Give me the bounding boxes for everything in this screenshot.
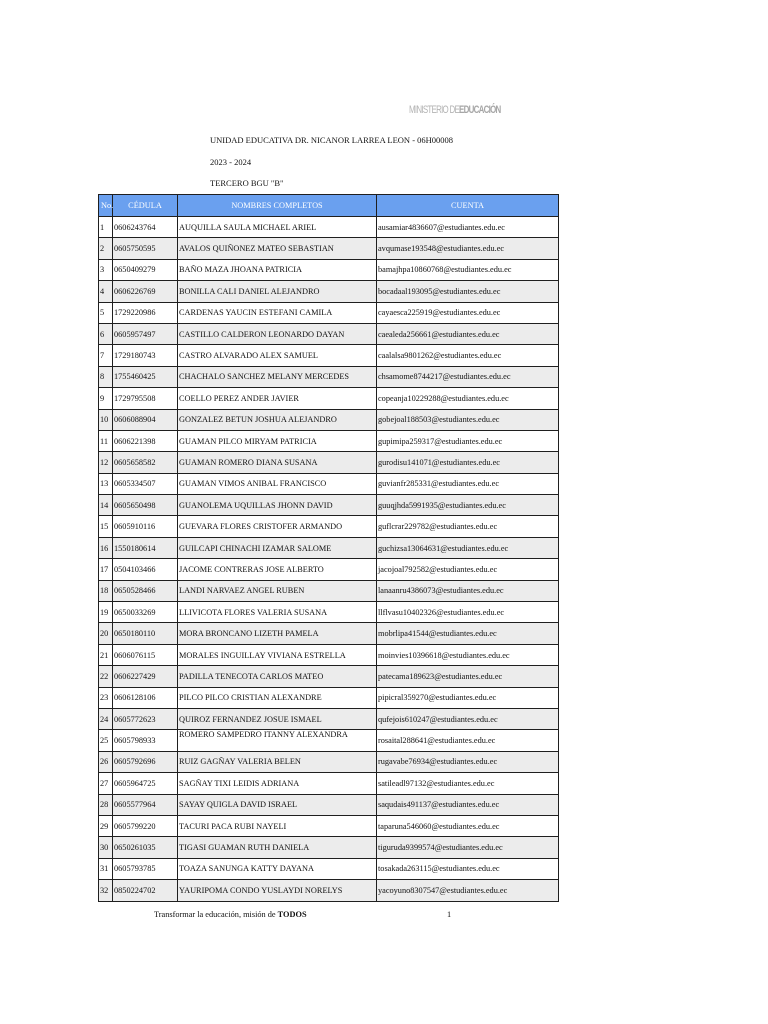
- cell-cedula: 0606226769: [113, 281, 178, 302]
- cell-no: 13: [99, 473, 113, 494]
- cell-name: GUAMAN VIMOS ANIBAL FRANCISCO: [178, 473, 377, 494]
- table-row: [99, 794, 559, 815]
- cell-account: moinvies10396618@estudiantes.edu.ec: [377, 644, 559, 665]
- course-name: TERCERO BGU "B": [210, 178, 284, 188]
- cell-name: BONILLA CALI DANIEL ALEJANDRO: [178, 281, 377, 302]
- cell-cedula: 0605793785: [113, 858, 178, 879]
- cell-no: 30: [99, 837, 113, 858]
- cell-name: CARDENAS YAUCIN ESTEFANI CAMILA: [178, 302, 377, 323]
- cell-cedula: 0605658582: [113, 452, 178, 473]
- cell-account: patecama189623@estudiantes.edu.ec: [377, 666, 559, 687]
- cell-name: TIGASI GUAMAN RUTH DANIELA: [178, 837, 377, 858]
- table-row: [99, 666, 559, 687]
- cell-account: rugavabe76934@estudiantes.edu.ec: [377, 751, 559, 772]
- student-roster-table: [98, 194, 559, 902]
- cell-no: 10: [99, 409, 113, 430]
- cell-name: GUILCAPI CHINACHI IZAMAR SALOME: [178, 537, 377, 558]
- cell-cedula: 1550180614: [113, 537, 178, 558]
- cell-cedula: 1755460425: [113, 366, 178, 387]
- table-row: [99, 623, 559, 644]
- table-row: [99, 708, 559, 729]
- cell-name: LANDI NARVAEZ ANGEL RUBEN: [178, 580, 377, 601]
- table-row: [99, 751, 559, 772]
- table-row: [99, 730, 559, 751]
- cell-name: BAÑO MAZA JHOANA PATRICIA: [178, 259, 377, 280]
- cell-no: 26: [99, 751, 113, 772]
- footer-motto-bold: TODOS: [277, 910, 307, 919]
- cell-account: guuqjhda5991935@estudiantes.edu.ec: [377, 495, 559, 516]
- cell-name: RUIZ GAGÑAY VALERIA BELEN: [178, 751, 377, 772]
- cell-cedula: 0650528466: [113, 580, 178, 601]
- table-row: [99, 644, 559, 665]
- table-row: [99, 837, 559, 858]
- cell-cedula: 0605799220: [113, 815, 178, 836]
- cell-no: 25: [99, 730, 113, 751]
- cell-account: mobrlipa41544@estudiantes.edu.ec: [377, 623, 559, 644]
- cell-account: gupimipa259317@estudiantes.edu.ec: [377, 430, 559, 451]
- cell-no: 32: [99, 880, 113, 901]
- logo-text-ministerio: MINISTERIO DE: [409, 104, 460, 116]
- cell-account: pipicral359270@estudiantes.edu.ec: [377, 687, 559, 708]
- cell-account: taparuna546060@estudiantes.edu.ec: [377, 815, 559, 836]
- cell-account: chsamome8744217@estudiantes.edu.ec: [377, 366, 559, 387]
- table-row: [99, 302, 559, 323]
- cell-name: GUEVARA FLORES CRISTOFER ARMANDO: [178, 516, 377, 537]
- table-row: [99, 452, 559, 473]
- cell-account: ausamiar4836607@estudiantes.edu.ec: [377, 217, 559, 238]
- table-row: [99, 473, 559, 494]
- cell-cedula: 0606076115: [113, 644, 178, 665]
- table-row: [99, 238, 559, 259]
- cell-account: rosaital288641@estudiantes.edu.ec: [377, 730, 559, 751]
- cell-name: TACURI PACA RUBI NAYELI: [178, 815, 377, 836]
- cell-account: gobejoal188503@estudiantes.edu.ec: [377, 409, 559, 430]
- ministry-logo: [409, 104, 501, 116]
- cell-account: llflvasu10402326@estudiantes.edu.ec: [377, 602, 559, 623]
- cell-no: 7: [99, 345, 113, 366]
- cell-no: 31: [99, 858, 113, 879]
- cell-no: 17: [99, 559, 113, 580]
- table-row: [99, 259, 559, 280]
- cell-no: 29: [99, 815, 113, 836]
- cell-name: SAYAY QUIGLA DAVID ISRAEL: [178, 794, 377, 815]
- cell-cedula: 0605650498: [113, 495, 178, 516]
- cell-no: 4: [99, 281, 113, 302]
- cell-name: COELLO PEREZ ANDER JAVIER: [178, 388, 377, 409]
- cell-no: 8: [99, 366, 113, 387]
- table-row: [99, 602, 559, 623]
- cell-cedula: 0605577964: [113, 794, 178, 815]
- cell-account: gurodisu141071@estudiantes.edu.ec: [377, 452, 559, 473]
- column-header-no: No.: [99, 195, 113, 217]
- column-header-cedula: CÉDULA: [113, 195, 178, 217]
- cell-cedula: 0606128106: [113, 687, 178, 708]
- cell-account: yacoyuno8307547@estudiantes.edu.ec: [377, 880, 559, 901]
- cell-name: CASTRO ALVARADO ALEX SAMUEL: [178, 345, 377, 366]
- cell-name: GONZALEZ BETUN JOSHUA ALEJANDRO: [178, 409, 377, 430]
- table-row: [99, 495, 559, 516]
- cell-account: avqumase193548@estudiantes.edu.ec: [377, 238, 559, 259]
- cell-no: 16: [99, 537, 113, 558]
- table-header-row: [99, 195, 559, 217]
- cell-no: 21: [99, 644, 113, 665]
- cell-name: GUAMAN ROMERO DIANA SUSANA: [178, 452, 377, 473]
- cell-no: 22: [99, 666, 113, 687]
- table-row: [99, 345, 559, 366]
- cell-cedula: 0605772623: [113, 708, 178, 729]
- table-row: [99, 409, 559, 430]
- cell-cedula: 0605750595: [113, 238, 178, 259]
- cell-cedula: 0650180110: [113, 623, 178, 644]
- cell-no: 18: [99, 580, 113, 601]
- cell-name: LLIVICOTA FLORES VALERIA SUSANA: [178, 602, 377, 623]
- cell-cedula: 0650409279: [113, 259, 178, 280]
- cell-cedula: 0605910116: [113, 516, 178, 537]
- cell-no: 1: [99, 217, 113, 238]
- cell-name: TOAZA SANUNGA KATTY DAYANA: [178, 858, 377, 879]
- cell-name: QUIROZ FERNANDEZ JOSUE ISMAEL: [178, 708, 377, 729]
- cell-no: 15: [99, 516, 113, 537]
- cell-no: 23: [99, 687, 113, 708]
- cell-account: caealeda256661@estudiantes.edu.ec: [377, 323, 559, 344]
- cell-account: qufejois610247@estudiantes.edu.ec: [377, 708, 559, 729]
- cell-account: guvianfr285331@estudiantes.edu.ec: [377, 473, 559, 494]
- institution-name: UNIDAD EDUCATIVA DR. NICANOR LARREA LEON - 06H00008: [210, 135, 454, 145]
- cell-cedula: 1729180743: [113, 345, 178, 366]
- column-header-names: NOMBRES COMPLETOS: [178, 195, 377, 217]
- cell-cedula: 0605334507: [113, 473, 178, 494]
- logo-text-educacion: EDUCACIÓN: [459, 104, 501, 116]
- cell-no: 12: [99, 452, 113, 473]
- cell-no: 11: [99, 430, 113, 451]
- cell-no: 19: [99, 602, 113, 623]
- cell-cedula: 0605964725: [113, 773, 178, 794]
- cell-name: JACOME CONTRERAS JOSE ALBERTO: [178, 559, 377, 580]
- column-header-account: CUENTA: [377, 195, 559, 217]
- table-row: [99, 537, 559, 558]
- cell-no: 6: [99, 323, 113, 344]
- cell-cedula: 0850224702: [113, 880, 178, 901]
- cell-cedula: 0606243764: [113, 217, 178, 238]
- cell-name: CASTILLO CALDERON LEONARDO DAYAN: [178, 323, 377, 344]
- cell-account: lanaanru4386073@estudiantes.edu.ec: [377, 580, 559, 601]
- table-row: [99, 858, 559, 879]
- cell-name: SAGÑAY TIXI LEIDIS ADRIANA: [178, 773, 377, 794]
- cell-no: 28: [99, 794, 113, 815]
- table-row: [99, 430, 559, 451]
- cell-account: tosakada263115@estudiantes.edu.ec: [377, 858, 559, 879]
- footer-motto: [154, 910, 307, 919]
- cell-no: 2: [99, 238, 113, 259]
- cell-cedula: 0605798933: [113, 730, 178, 751]
- cell-cedula: 0606227429: [113, 666, 178, 687]
- cell-account: caalalsa9801262@estudiantes.edu.ec: [377, 345, 559, 366]
- cell-name: MORALES INGUILLAY VIVIANA ESTRELLA: [178, 644, 377, 665]
- footer-motto-text: Transformar la educación, misión de: [154, 910, 278, 919]
- page-number: 1: [447, 910, 452, 919]
- cell-cedula: 0605957497: [113, 323, 178, 344]
- table-row: [99, 366, 559, 387]
- cell-cedula: 0504103466: [113, 559, 178, 580]
- cell-name: PILCO PILCO CRISTIAN ALEXANDRE: [178, 687, 377, 708]
- table-row: [99, 815, 559, 836]
- cell-name: MORA BRONCANO LIZETH PAMELA: [178, 623, 377, 644]
- table-row: [99, 516, 559, 537]
- cell-account: saqudais491137@estudiantes.edu.ec: [377, 794, 559, 815]
- cell-account: bamajhpa10860768@estudiantes.edu.ec: [377, 259, 559, 280]
- table-row: [99, 217, 559, 238]
- cell-no: 27: [99, 773, 113, 794]
- cell-name: ROMERO SAMPEDRO ITANNY ALEXANDRA: [178, 730, 377, 751]
- cell-account: cayaesca225919@estudiantes.edu.ec: [377, 302, 559, 323]
- cell-name: GUANOLEMA UQUILLAS JHONN DAVID: [178, 495, 377, 516]
- cell-name: AVALOS QUIÑONEZ MATEO SEBASTIAN: [178, 238, 377, 259]
- cell-name: YAURIPOMA CONDO YUSLAYDI NORELYS: [178, 880, 377, 901]
- table-row: [99, 880, 559, 901]
- cell-account: satileadl97132@estudiantes.edu.ec: [377, 773, 559, 794]
- table-row: [99, 687, 559, 708]
- cell-name: AUQUILLA SAULA MICHAEL ARIEL: [178, 217, 377, 238]
- cell-cedula: 0605792696: [113, 751, 178, 772]
- cell-cedula: 0606221398: [113, 430, 178, 451]
- cell-account: guchizsa13064631@estudiantes.edu.ec: [377, 537, 559, 558]
- cell-cedula: 0606088904: [113, 409, 178, 430]
- cell-account: guflcrar229782@estudiantes.edu.ec: [377, 516, 559, 537]
- cell-no: 9: [99, 388, 113, 409]
- cell-no: 20: [99, 623, 113, 644]
- cell-cedula: 0650033269: [113, 602, 178, 623]
- table-row: [99, 388, 559, 409]
- cell-no: 14: [99, 495, 113, 516]
- school-period: 2023 - 2024: [210, 157, 252, 167]
- cell-name: PADILLA TENECOTA CARLOS MATEO: [178, 666, 377, 687]
- cell-account: copeanja10229288@estudiantes.edu.ec: [377, 388, 559, 409]
- roster-body: [99, 217, 559, 902]
- table-row: [99, 323, 559, 344]
- table-row: [99, 281, 559, 302]
- cell-account: bocadaal193095@estudiantes.edu.ec: [377, 281, 559, 302]
- cell-no: 5: [99, 302, 113, 323]
- cell-name: GUAMAN PILCO MIRYAM PATRICIA: [178, 430, 377, 451]
- cell-name: CHACHALO SANCHEZ MELANY MERCEDES: [178, 366, 377, 387]
- cell-no: 3: [99, 259, 113, 280]
- cell-account: tiguruda9399574@estudiantes.edu.ec: [377, 837, 559, 858]
- table-row: [99, 559, 559, 580]
- cell-cedula: 1729220986: [113, 302, 178, 323]
- cell-cedula: 1729795508: [113, 388, 178, 409]
- cell-cedula: 0650261035: [113, 837, 178, 858]
- cell-account: jacojoal792582@estudiantes.edu.ec: [377, 559, 559, 580]
- table-row: [99, 580, 559, 601]
- table-row: [99, 773, 559, 794]
- cell-no: 24: [99, 708, 113, 729]
